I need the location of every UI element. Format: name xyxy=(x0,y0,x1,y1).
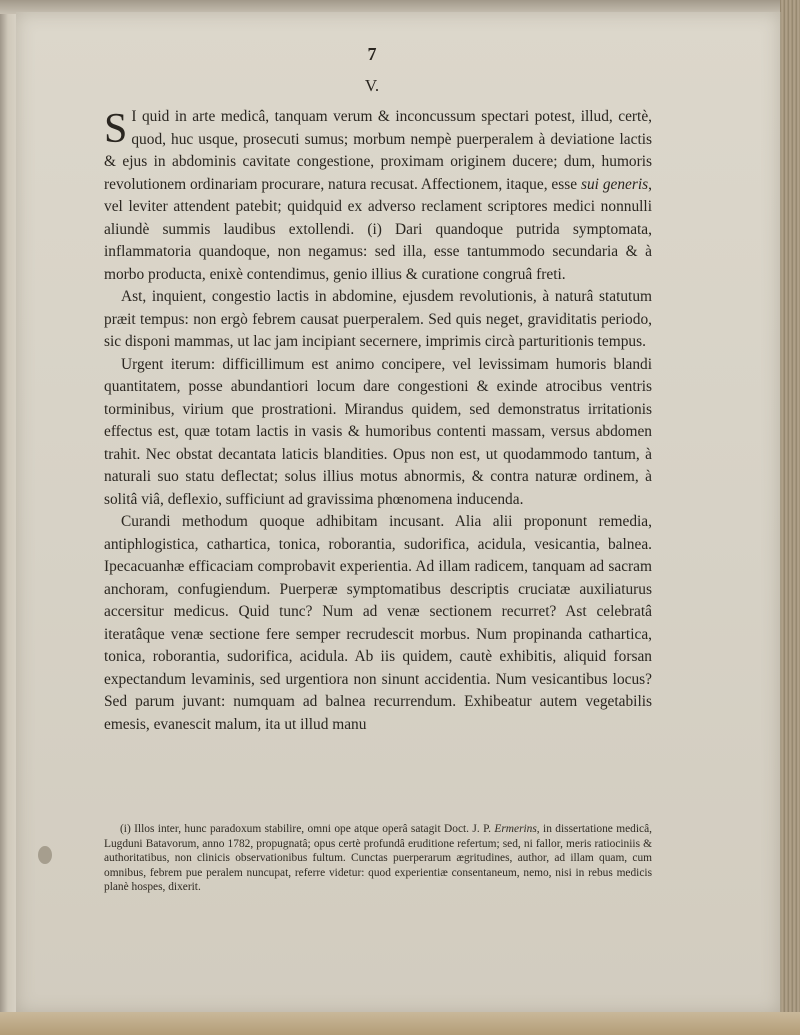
paragraph-1 xyxy=(104,106,652,286)
paragraph-1-text-a: I quid in arte medicâ, tanquam verum & inconcussum spectari potest, illud, certè, quod, huc usque, prosecuti sumus; morbum nempè puerperalem à deviatione lactis & ejus in abdominis cavitate congestione, proximam originem ducere; dum, humoris revolutionem ordinariam procurare, natura recusat. Affectionem, itaque, esse xyxy=(104,108,652,193)
paragraph-3: Urgent iterum: difficillimum est animo concipere, vel levissimam humoris blandi quantitatem, posse abundantiori locum dare congestioni & exinde atrocibus ventris torminibus, virium que prostrationi. Mirandus quidem, sed demonstratus irritationis effectus est, quæ totam lactis in vasis & humoribus contenti massam, versus abdomen trahit. Nec obstat decantata laticis blandities. Opus non est, ut quodammodo tantum, à naturali suo statu deflectat; solus illius motus abnormis, & contra naturæ ordinem, à solitâ viâ, deflexio, sufficiunt ad gravissima phœnomena inducenda. xyxy=(104,355,652,508)
drop-initial: S xyxy=(104,106,128,152)
paragraph-1-italic: sui generis xyxy=(580,175,649,193)
section-number: V. xyxy=(364,76,380,95)
footnote-text-a: (i) Illos inter, hunc paradoxum stabilire, omni ope atque operâ satagit Doct. J. P. xyxy=(120,823,491,835)
paragraph-2: Ast, inquient, congestio lactis in abdomine, ejusdem revolutionis, à naturâ statutum præit tempus: non ergò febrem causat puerperalem. Sed quis neget, graviditatis periodo, sic disponi mammas, ut lac jam incipiant secernere, imprimis circà parturitionis tempus. xyxy=(104,288,652,350)
main-text xyxy=(104,106,652,736)
footnote-text-b: , in dissertatione medicâ, Lugduni Batavorum, anno 1782, propugnatâ; opus certè profundâ eruditione refertum; sed, ni fallor, meris ratiociniis & authoritatibus, non clinicis observationibus fultum. Cunctas puerperarum ægritudines, author, ad illam quam, cum omnibus, febrem pue peralem nuncupat, referre videtur: quod experientiæ consentaneum, nemo, nisi in rebus medicis planè hospes, dixerit. xyxy=(104,823,652,894)
bottom-binding-edge xyxy=(0,1012,800,1035)
footnote xyxy=(104,822,652,895)
footnote-text xyxy=(104,822,652,895)
paragraph-1-text-b: , vel leviter attendent patebit; quidquid ex adverso reclament scriptores medici nonnulli aliundè summis laudibus extollendi. (i) Dari quandoque putrida symptomata, inflammatoria quandoque, non negamus: sed illa, esse tantummodo secundaria & à morbo producta, enixè contendimus, genio illius & curatione congruâ freti. xyxy=(104,175,652,283)
ink-stain xyxy=(38,846,52,864)
footnote-author: Ermerins xyxy=(494,823,537,835)
paragraph-4: Curandi methodum quoque adhibitam incusant. Alia alii proponunt remedia, antiphlogistica, cathartica, tonica, roborantia, sudorifica, acidula, vesicantia, balnea. Ipecacuanhæ efficaciam comprobavit experientia. Ad illam radicem, tanquam ad sacram anchoram, confugiendum. Puerperæ symptomatibus descriptis cruciatæ auxiliaturus accersitur medicus. Quid tunc? Num ad venæ sectionem recurret? Ast celebratâ iteratâque venæ sectione fere semper recrudescit morbus. Num propinanda cathartica, tonica, roborantia, sudorifica, acidula. Ab iis quidem, cautè exhibitis, aliquid forsan expectandum levaminis, sed urgentiora non sinunt accidentia. Num vesicantibus locus? Sed parum juvant: numquam ad balnea recurrendum. Exhibeatur autem vegetabilis emesis, evanescit malum, ita ut illud manu xyxy=(104,513,652,733)
book-edge xyxy=(780,0,800,1035)
page-number: 7 xyxy=(367,44,377,64)
